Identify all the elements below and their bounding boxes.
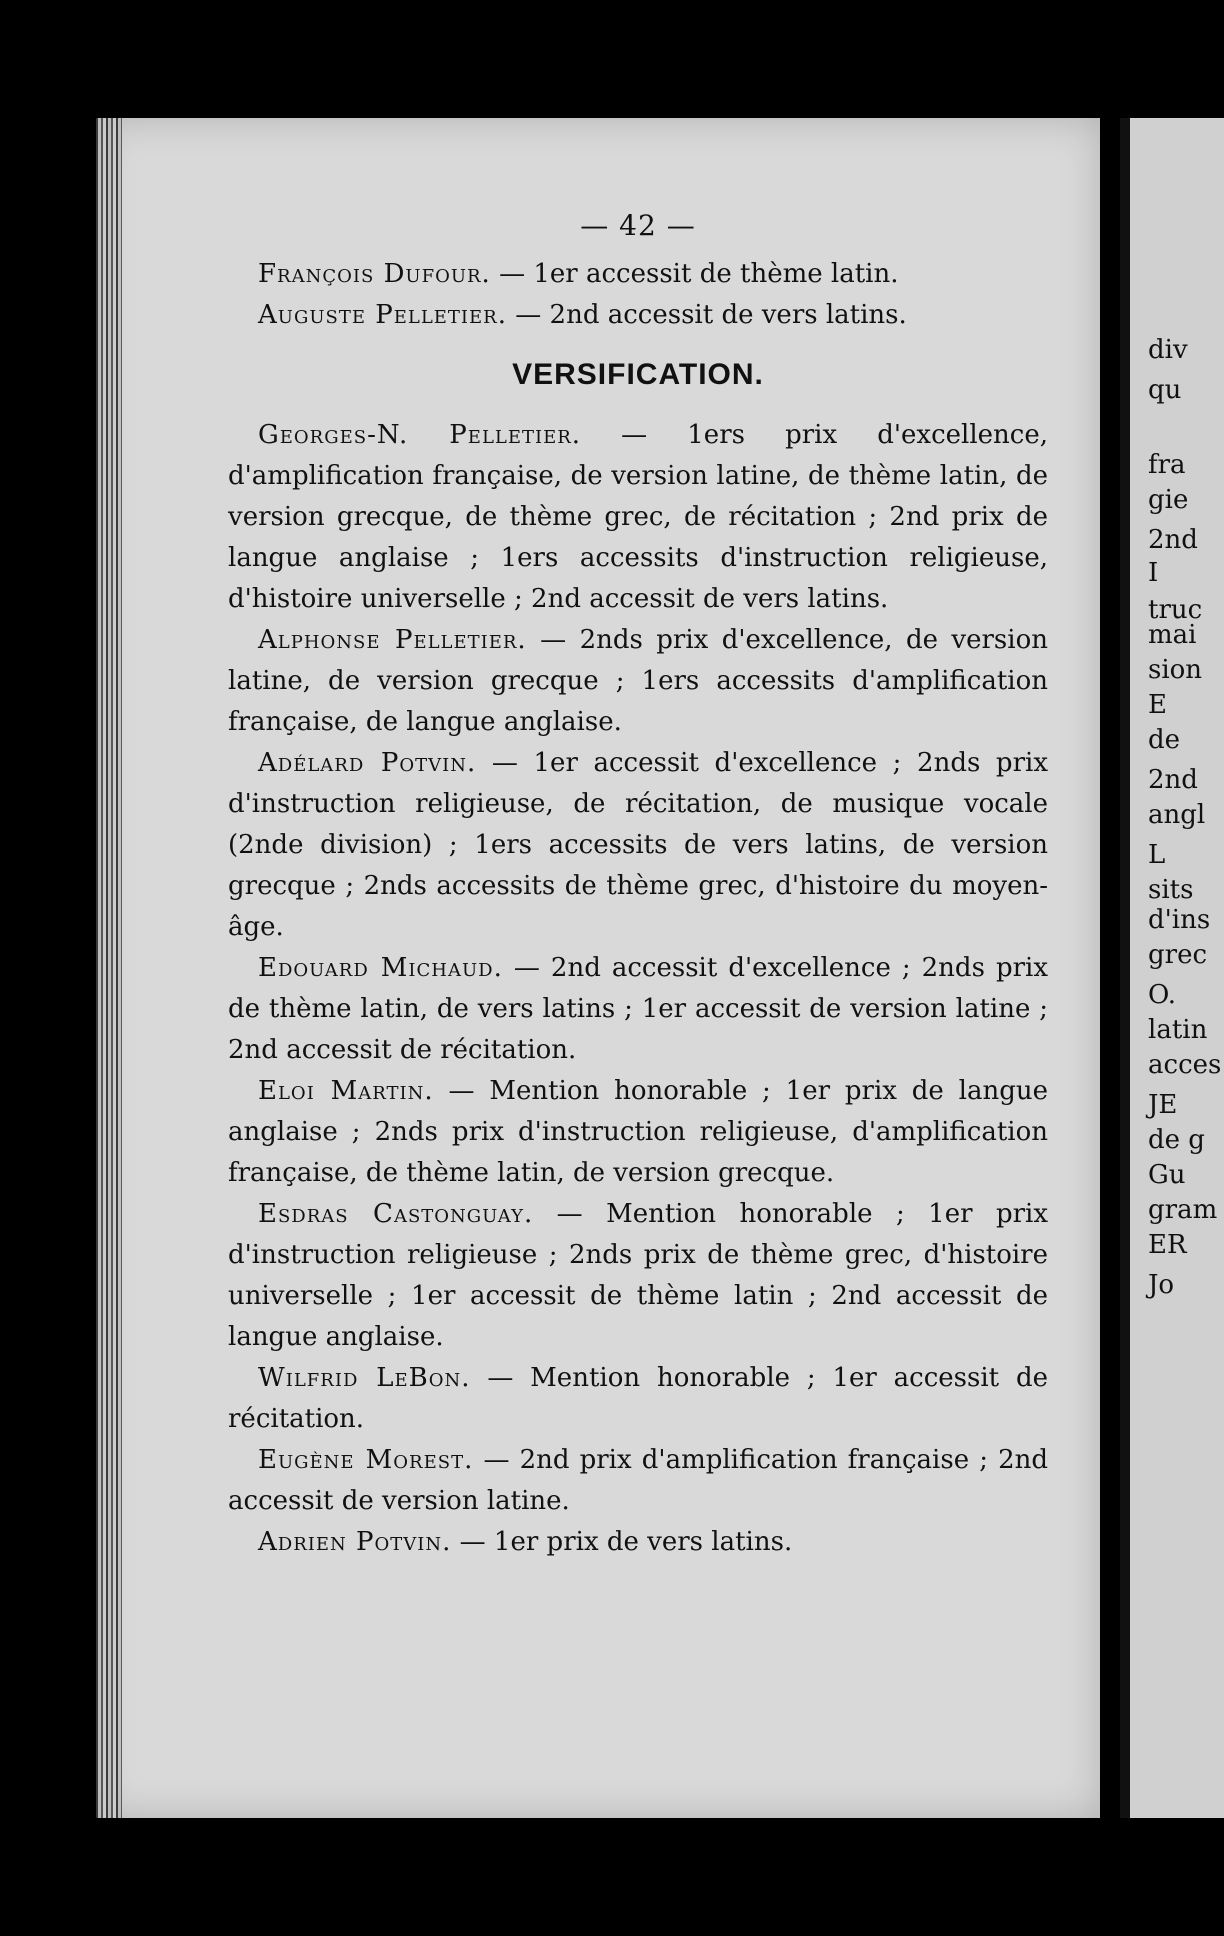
- adjacent-page-text: grec: [1148, 940, 1208, 970]
- adjacent-page-text: de g: [1148, 1125, 1205, 1155]
- prize-entry: [228, 415, 1048, 620]
- section-title: VERSIFICATION.: [512, 358, 764, 391]
- prize-text: — 2nd accessit de vers latins.: [507, 300, 907, 330]
- prize-text: — 1ers prix d'excellence, d'amplification française, de version latine, de thème latin, de version grecque, de thème grec, de récitation ; 2nd prix de langue anglaise ; 1ers accessits d'instruction religieuse, d'histoire universelle ; 2nd accessit de vers latins.: [228, 420, 1048, 614]
- entries-before-section: [228, 254, 1048, 336]
- adjacent-page-text: JE: [1148, 1090, 1178, 1120]
- adjacent-page-text: sits: [1148, 875, 1194, 905]
- adjacent-page-text: angl: [1148, 800, 1206, 830]
- adjacent-page-text: 2nd: [1148, 765, 1198, 795]
- page-binding-edge: [96, 118, 122, 1818]
- student-name: Adrien Potvin.: [258, 1527, 452, 1557]
- prize-text: — Mention honorable ; 1er prix d'instruction religieuse ; 2nds prix de thème grec, d'histoire universelle ; 1er accessit de thème latin ; 2nd accessit de langue anglaise.: [228, 1199, 1048, 1352]
- student-name: Wilfrid LeBon.: [258, 1363, 471, 1393]
- prize-entry: [228, 1194, 1048, 1358]
- adjacent-page-text: latin: [1148, 1015, 1208, 1045]
- student-name: Eloi Martin.: [258, 1076, 434, 1106]
- adjacent-page-text: Gu: [1148, 1160, 1186, 1190]
- prize-text: — 2nd accessit d'excellence ; 2nds prix de thème latin, de vers latins ; 1er accessit de version latine ; 2nd accessit de récitation.: [228, 953, 1048, 1065]
- adjacent-page-text: gram: [1148, 1195, 1218, 1225]
- student-name: Auguste Pelletier.: [258, 300, 507, 330]
- adjacent-page-text: acces: [1148, 1050, 1222, 1080]
- adjacent-page-text: 2nd: [1148, 525, 1198, 555]
- adjacent-page-text: ER: [1148, 1230, 1187, 1260]
- student-name: François Dufour.: [258, 259, 491, 289]
- versification-entries: [228, 415, 1048, 1563]
- prize-entry: [228, 254, 1048, 295]
- adjacent-page-text: fra: [1148, 450, 1186, 480]
- page-number: — 42 —: [580, 209, 696, 242]
- adjacent-page-text: div: [1148, 335, 1188, 365]
- prize-text: — 1er accessit d'excellence ; 2nds prix d'instruction religieuse, de récitation, de musique vocale (2nde division) ; 1ers accessits de vers latins, de version grecque ; 2nds accessits de thème grec, d'histoire du moyen-âge.: [228, 748, 1048, 942]
- prize-text: — 2nd prix d'amplification française ; 2nd accessit de version latine.: [228, 1445, 1048, 1516]
- adjacent-page-text: gie: [1148, 485, 1189, 515]
- adjacent-page-text: qu: [1148, 375, 1182, 405]
- adjacent-page-text: E: [1148, 690, 1167, 720]
- prize-entry: [228, 295, 1048, 336]
- student-name: Alphonse Pelletier.: [258, 625, 527, 655]
- student-name: Esdras Castonguay.: [258, 1199, 534, 1229]
- prize-text: — 2nds prix d'excellence, de version latine, de version grecque ; 1ers accessits d'amplification française, de langue anglaise.: [228, 625, 1048, 737]
- student-name: Eugène Morest.: [258, 1445, 474, 1475]
- page-content: [228, 205, 1048, 1563]
- student-name: Adélard Potvin.: [258, 748, 477, 778]
- prize-text: — Mention honorable ; 1er prix de langue anglaise ; 2nds prix d'instruction religieuse, d'amplification française, de thème latin, de version grecque.: [228, 1076, 1049, 1188]
- adjacent-page-text: I: [1148, 558, 1159, 588]
- prize-entry: [228, 1440, 1048, 1522]
- student-name: Edouard Michaud.: [258, 953, 503, 983]
- prize-entry: [228, 1071, 1048, 1194]
- prize-entry: [228, 1522, 1048, 1563]
- prize-entry: [228, 743, 1048, 948]
- student-name: Georges-N. Pelletier.: [258, 420, 582, 450]
- adjacent-page-text: O.: [1148, 980, 1177, 1010]
- adjacent-page-text: Jo: [1148, 1270, 1175, 1300]
- adjacent-page-text: L: [1148, 840, 1166, 870]
- prize-text: — 1er prix de vers latins.: [451, 1527, 793, 1557]
- prize-entry: [228, 1358, 1048, 1440]
- adjacent-page-text: de: [1148, 725, 1181, 755]
- adjacent-page-text: sion: [1148, 655, 1203, 685]
- adjacent-page-text: d'ins: [1148, 905, 1211, 935]
- prize-text: — 1er accessit de thème latin.: [490, 259, 899, 289]
- page-gutter: [1120, 118, 1130, 1818]
- prize-text: — Mention honorable ; 1er accessit de récitation.: [228, 1363, 1048, 1434]
- adjacent-page-text: truc: [1148, 595, 1203, 625]
- adjacent-page-text: mai: [1148, 620, 1197, 650]
- prize-entry: [228, 948, 1048, 1071]
- prize-entry: [228, 620, 1048, 743]
- adjacent-page-fragment: [1120, 118, 1224, 1818]
